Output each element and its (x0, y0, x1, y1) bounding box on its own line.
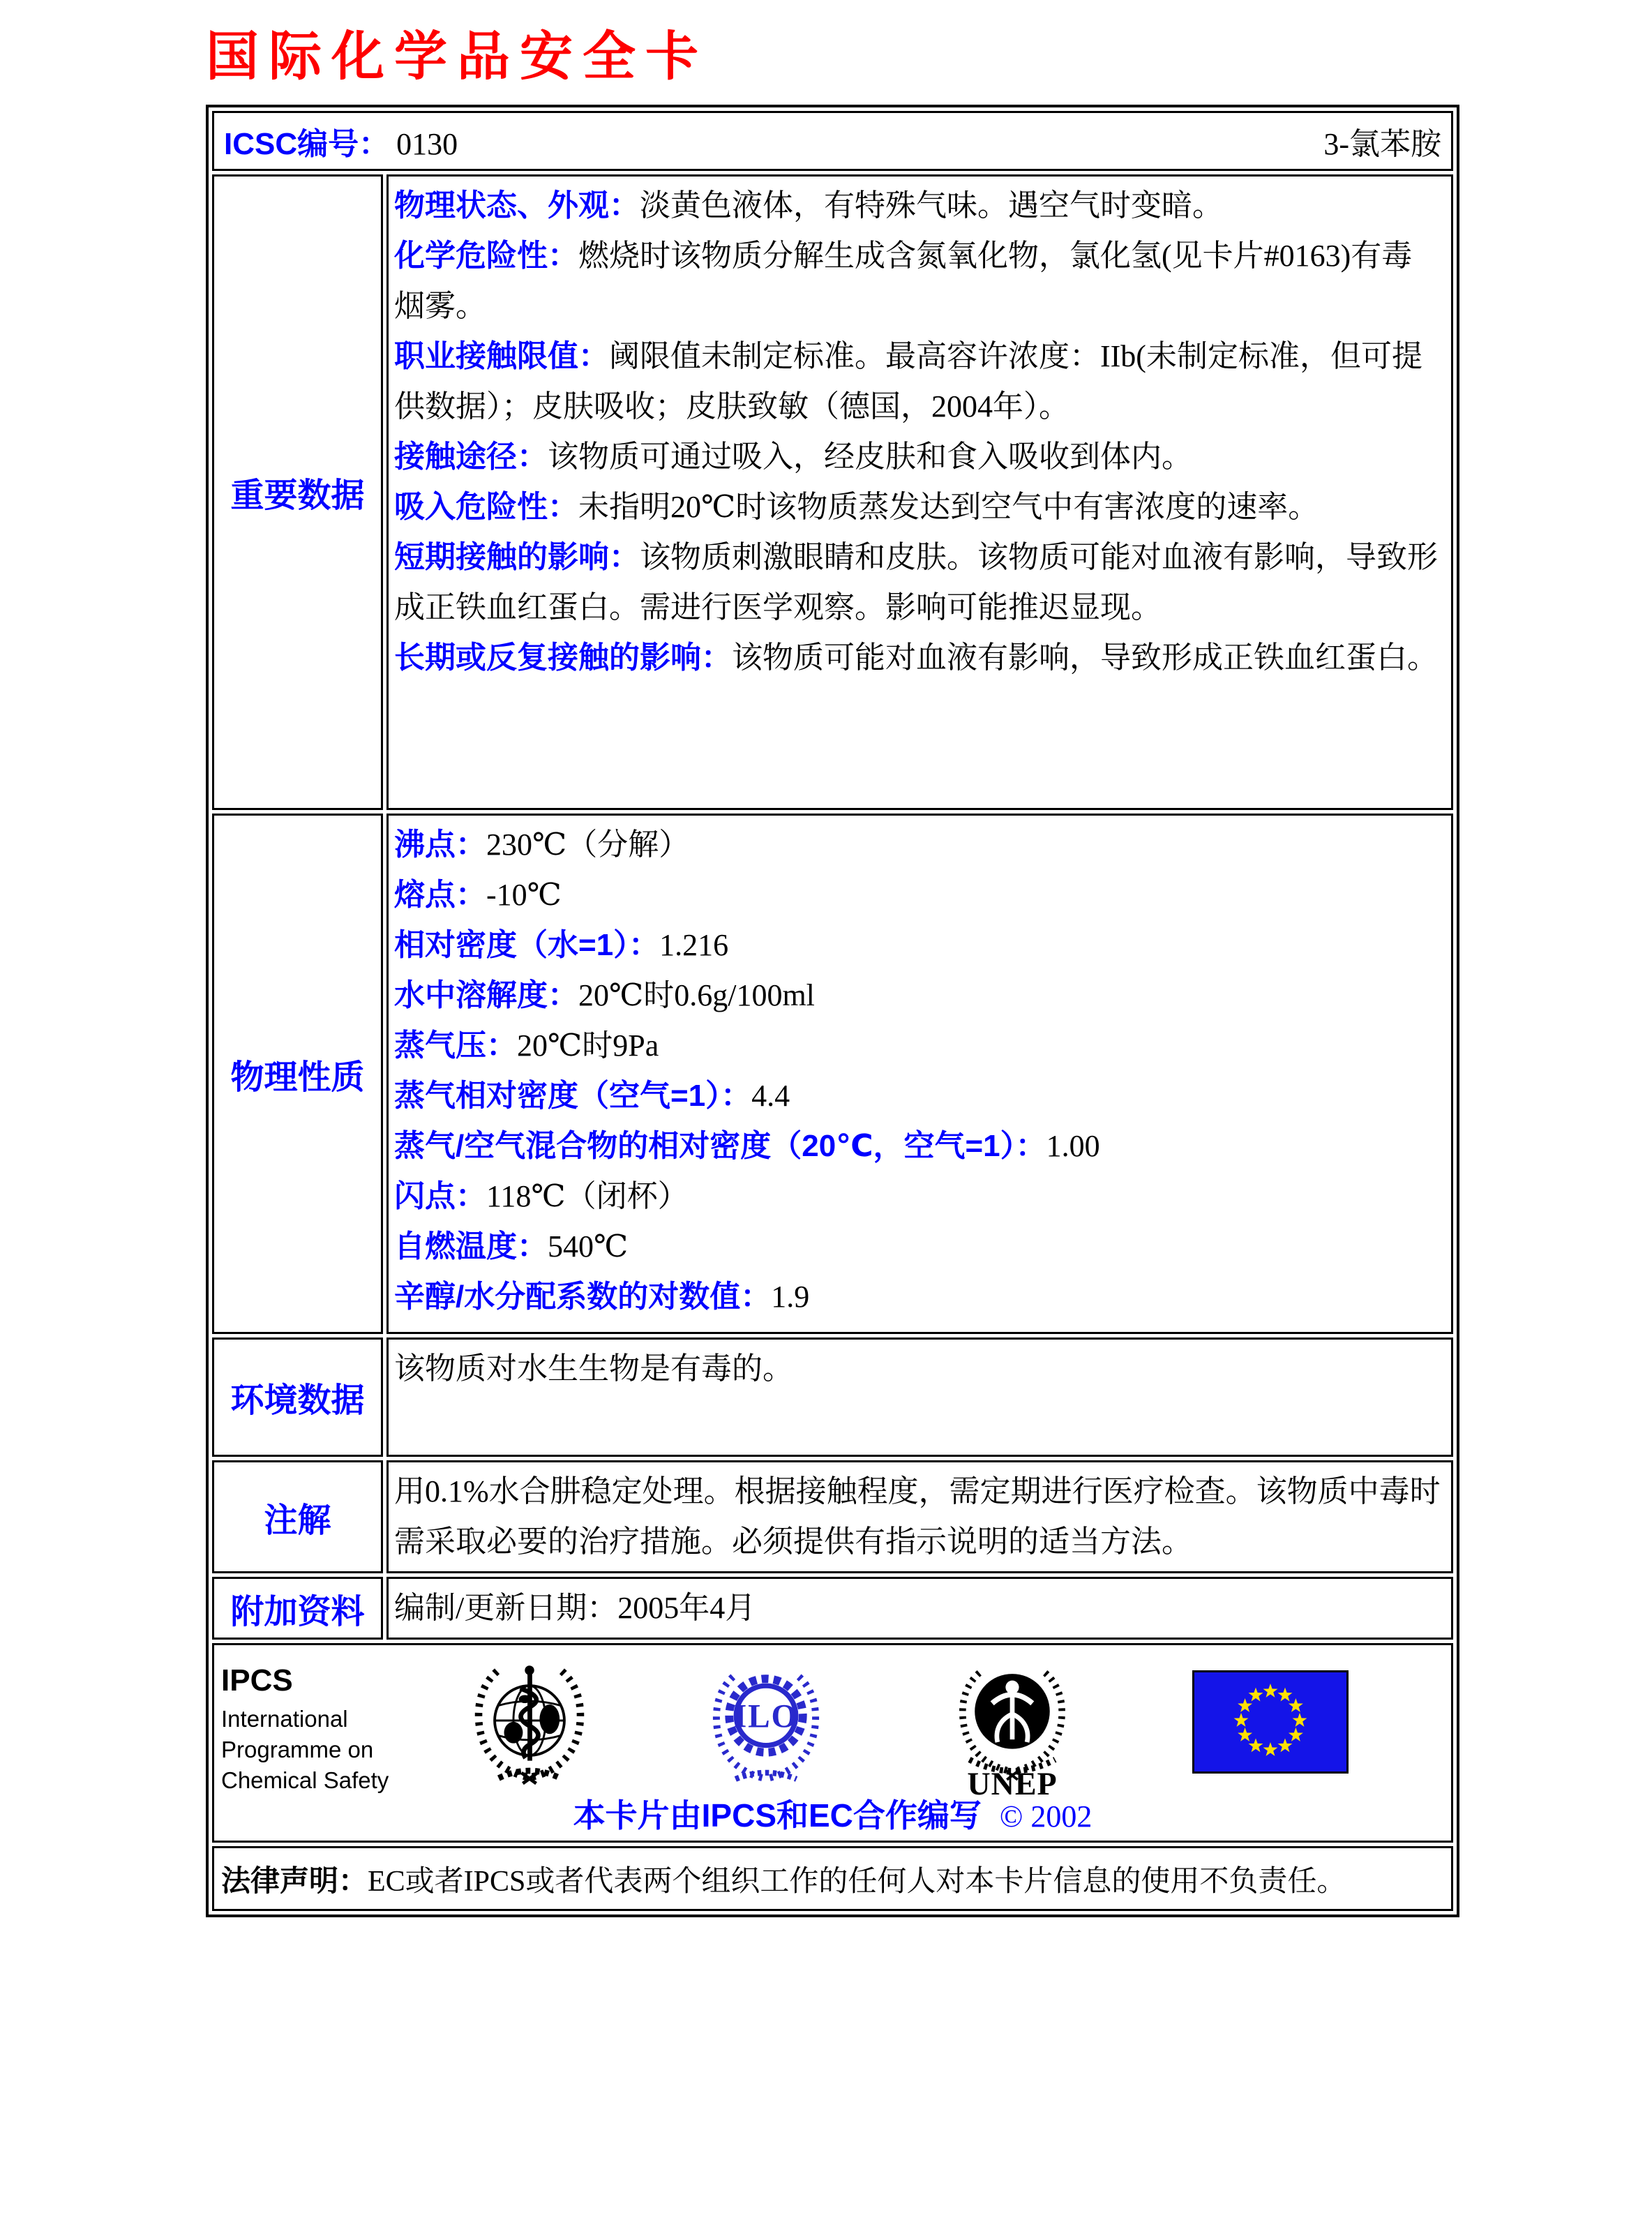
field-label: 吸入危险性： (394, 490, 578, 524)
section-label-additional-info: 附加资料 (212, 1577, 383, 1640)
field-row (394, 181, 1443, 231)
field-value: 118℃（闭杯） (486, 1179, 689, 1213)
header-row (212, 111, 1453, 171)
field-row (394, 1171, 1443, 1222)
field-label: 短期接触的影响： (394, 540, 640, 574)
legal-notice-text: EC或者IPCS或者代表两个组织工作的任何人对本卡片信息的使用不负责任。 (368, 1865, 1346, 1898)
chemical-name: 3-氯苯胺 (1323, 127, 1441, 161)
field-row (394, 1344, 1443, 1394)
field-row (394, 1021, 1443, 1071)
field-row (394, 1121, 1443, 1171)
icsc-number-label: ICSC编号： (224, 127, 390, 161)
field-value: 20℃时9Pa (517, 1028, 659, 1063)
physical-properties-content (386, 814, 1453, 1334)
field-value: 20℃时0.6g/100ml (578, 978, 815, 1012)
field-label: 蒸气/空气混合物的相对密度（20℃，空气=1）： (394, 1129, 1046, 1163)
field-label: 职业接触限值： (394, 339, 609, 373)
legal-cell (212, 1846, 1453, 1911)
ipcs-text-block (221, 1663, 389, 1796)
field-row (394, 820, 1443, 870)
field-value: 230℃（分解） (486, 827, 690, 862)
field-value: -10℃ (486, 878, 562, 912)
field-value: 该物质可通过吸入，经皮肤和食入吸收到体内。 (548, 440, 1192, 474)
icsc-number-value: 0130 (396, 127, 458, 161)
field-label: 熔点： (394, 878, 486, 912)
additional-info-content (386, 1577, 1453, 1640)
ipcs-line: Programme on (221, 1737, 374, 1762)
field-label: 自燃温度： (394, 1229, 548, 1264)
notes-row (212, 1460, 1453, 1573)
field-label: 闪点： (394, 1179, 486, 1213)
field-value: 1.9 (771, 1280, 810, 1314)
card-caption (214, 1790, 1451, 1836)
field-value: 该物质可能对血液有影响，导致形成正铁血红蛋白。 (732, 640, 1438, 675)
field-value: 未指明20℃时该物质蒸发达到空气中有害浓度的速率。 (578, 490, 1319, 524)
notes-content (386, 1460, 1453, 1573)
field-value: 编制/更新日期：2005年4月 (394, 1591, 756, 1625)
logos-row (212, 1643, 1453, 1843)
field-label: 蒸气压： (394, 1028, 517, 1063)
section-label-environmental-data: 环境数据 (212, 1337, 383, 1457)
field-label: 接触途径： (394, 440, 548, 474)
field-row (394, 532, 1443, 633)
safety-card-table (206, 105, 1459, 1917)
field-row (394, 231, 1443, 331)
field-row (394, 870, 1443, 920)
field-value: 1.216 (659, 928, 729, 962)
field-value: 4.4 (751, 1079, 790, 1113)
field-row (394, 1071, 1443, 1121)
field-value: 该物质对水生生物是有毒的。 (394, 1351, 793, 1386)
logos-cell (212, 1643, 1453, 1843)
ipcs-acronym: IPCS (221, 1663, 293, 1698)
important-data-row (212, 174, 1453, 810)
caption-text: 本卡片由IPCS和EC合作编写 (573, 1797, 982, 1834)
field-label: 蒸气相对密度（空气=1）： (394, 1079, 752, 1113)
field-label: 辛醇/水分配系数的对数值： (394, 1280, 772, 1314)
eu-flag (1192, 1670, 1349, 1774)
field-label: 沸点： (394, 827, 486, 862)
environmental-data-content (386, 1337, 1453, 1457)
field-value: 用0.1%水合肼稳定处理。根据接触程度，需定期进行医疗检查。该物质中毒时需采取必要的治疗措施。必须提供有指示说明的适当方法。 (394, 1474, 1441, 1559)
section-label-important-data: 重要数据 (212, 174, 383, 810)
physical-properties-row (212, 814, 1453, 1334)
unep-wordmark: UNEP (967, 1765, 1058, 1801)
legal-row (212, 1846, 1453, 1911)
field-row (394, 331, 1443, 432)
field-value: 540℃ (548, 1229, 629, 1264)
header-cell (212, 111, 1453, 171)
field-value: 阈限值未制定标准。最高容许浓度：IIb(未制定标准，但可提供数据）；皮肤吸收；皮肤致敏（德国，2004年）。 (394, 339, 1422, 424)
ilo-logo (703, 1655, 829, 1789)
field-row (394, 1583, 1443, 1633)
field-row (394, 432, 1443, 482)
section-label-physical-properties: 物理性质 (212, 814, 383, 1334)
field-value: 燃烧时该物质分解生成含氮氧化物，氯化氢(见卡片#0163)有毒烟雾。 (394, 239, 1413, 323)
additional-info-row (212, 1577, 1453, 1640)
field-label: 化学危险性： (394, 239, 578, 273)
important-data-content (386, 174, 1453, 810)
legal-notice-label: 法律声明： (221, 1864, 368, 1897)
field-value: 该物质刺激眼睛和皮肤。该物质可能对血液有影响，导致形成正铁血红蛋白。需进行医学观察。影响可能推迟显现。 (394, 540, 1438, 624)
environmental-data-row (212, 1337, 1453, 1457)
icsc-number-group (224, 119, 458, 163)
unep-logo (945, 1649, 1079, 1801)
field-label: 物理状态、外观： (394, 188, 640, 223)
page-title: 国际化学品安全卡 (206, 28, 708, 87)
field-value: 淡黄色液体，有特殊气味。遇空气时变暗。 (640, 188, 1223, 223)
field-label: 水中溶解度： (394, 978, 578, 1012)
who-logo (463, 1651, 596, 1790)
field-row (394, 1222, 1443, 1272)
field-value: 1.00 (1046, 1129, 1100, 1163)
ipcs-line: International (221, 1706, 348, 1732)
field-row (394, 920, 1443, 971)
field-row (394, 1272, 1443, 1322)
field-label: 相对密度（水=1）： (394, 928, 660, 962)
ilo-wordmark: ILO (733, 1698, 799, 1735)
section-label-notes: 注解 (212, 1460, 383, 1573)
field-row (394, 971, 1443, 1021)
field-label: 长期或反复接触的影响： (394, 640, 732, 675)
field-row (394, 482, 1443, 532)
field-row (394, 633, 1443, 683)
field-row (394, 1467, 1443, 1567)
ipcs-line: Chemical Safety (221, 1767, 389, 1793)
copyright-text: © 2002 (999, 1799, 1092, 1834)
